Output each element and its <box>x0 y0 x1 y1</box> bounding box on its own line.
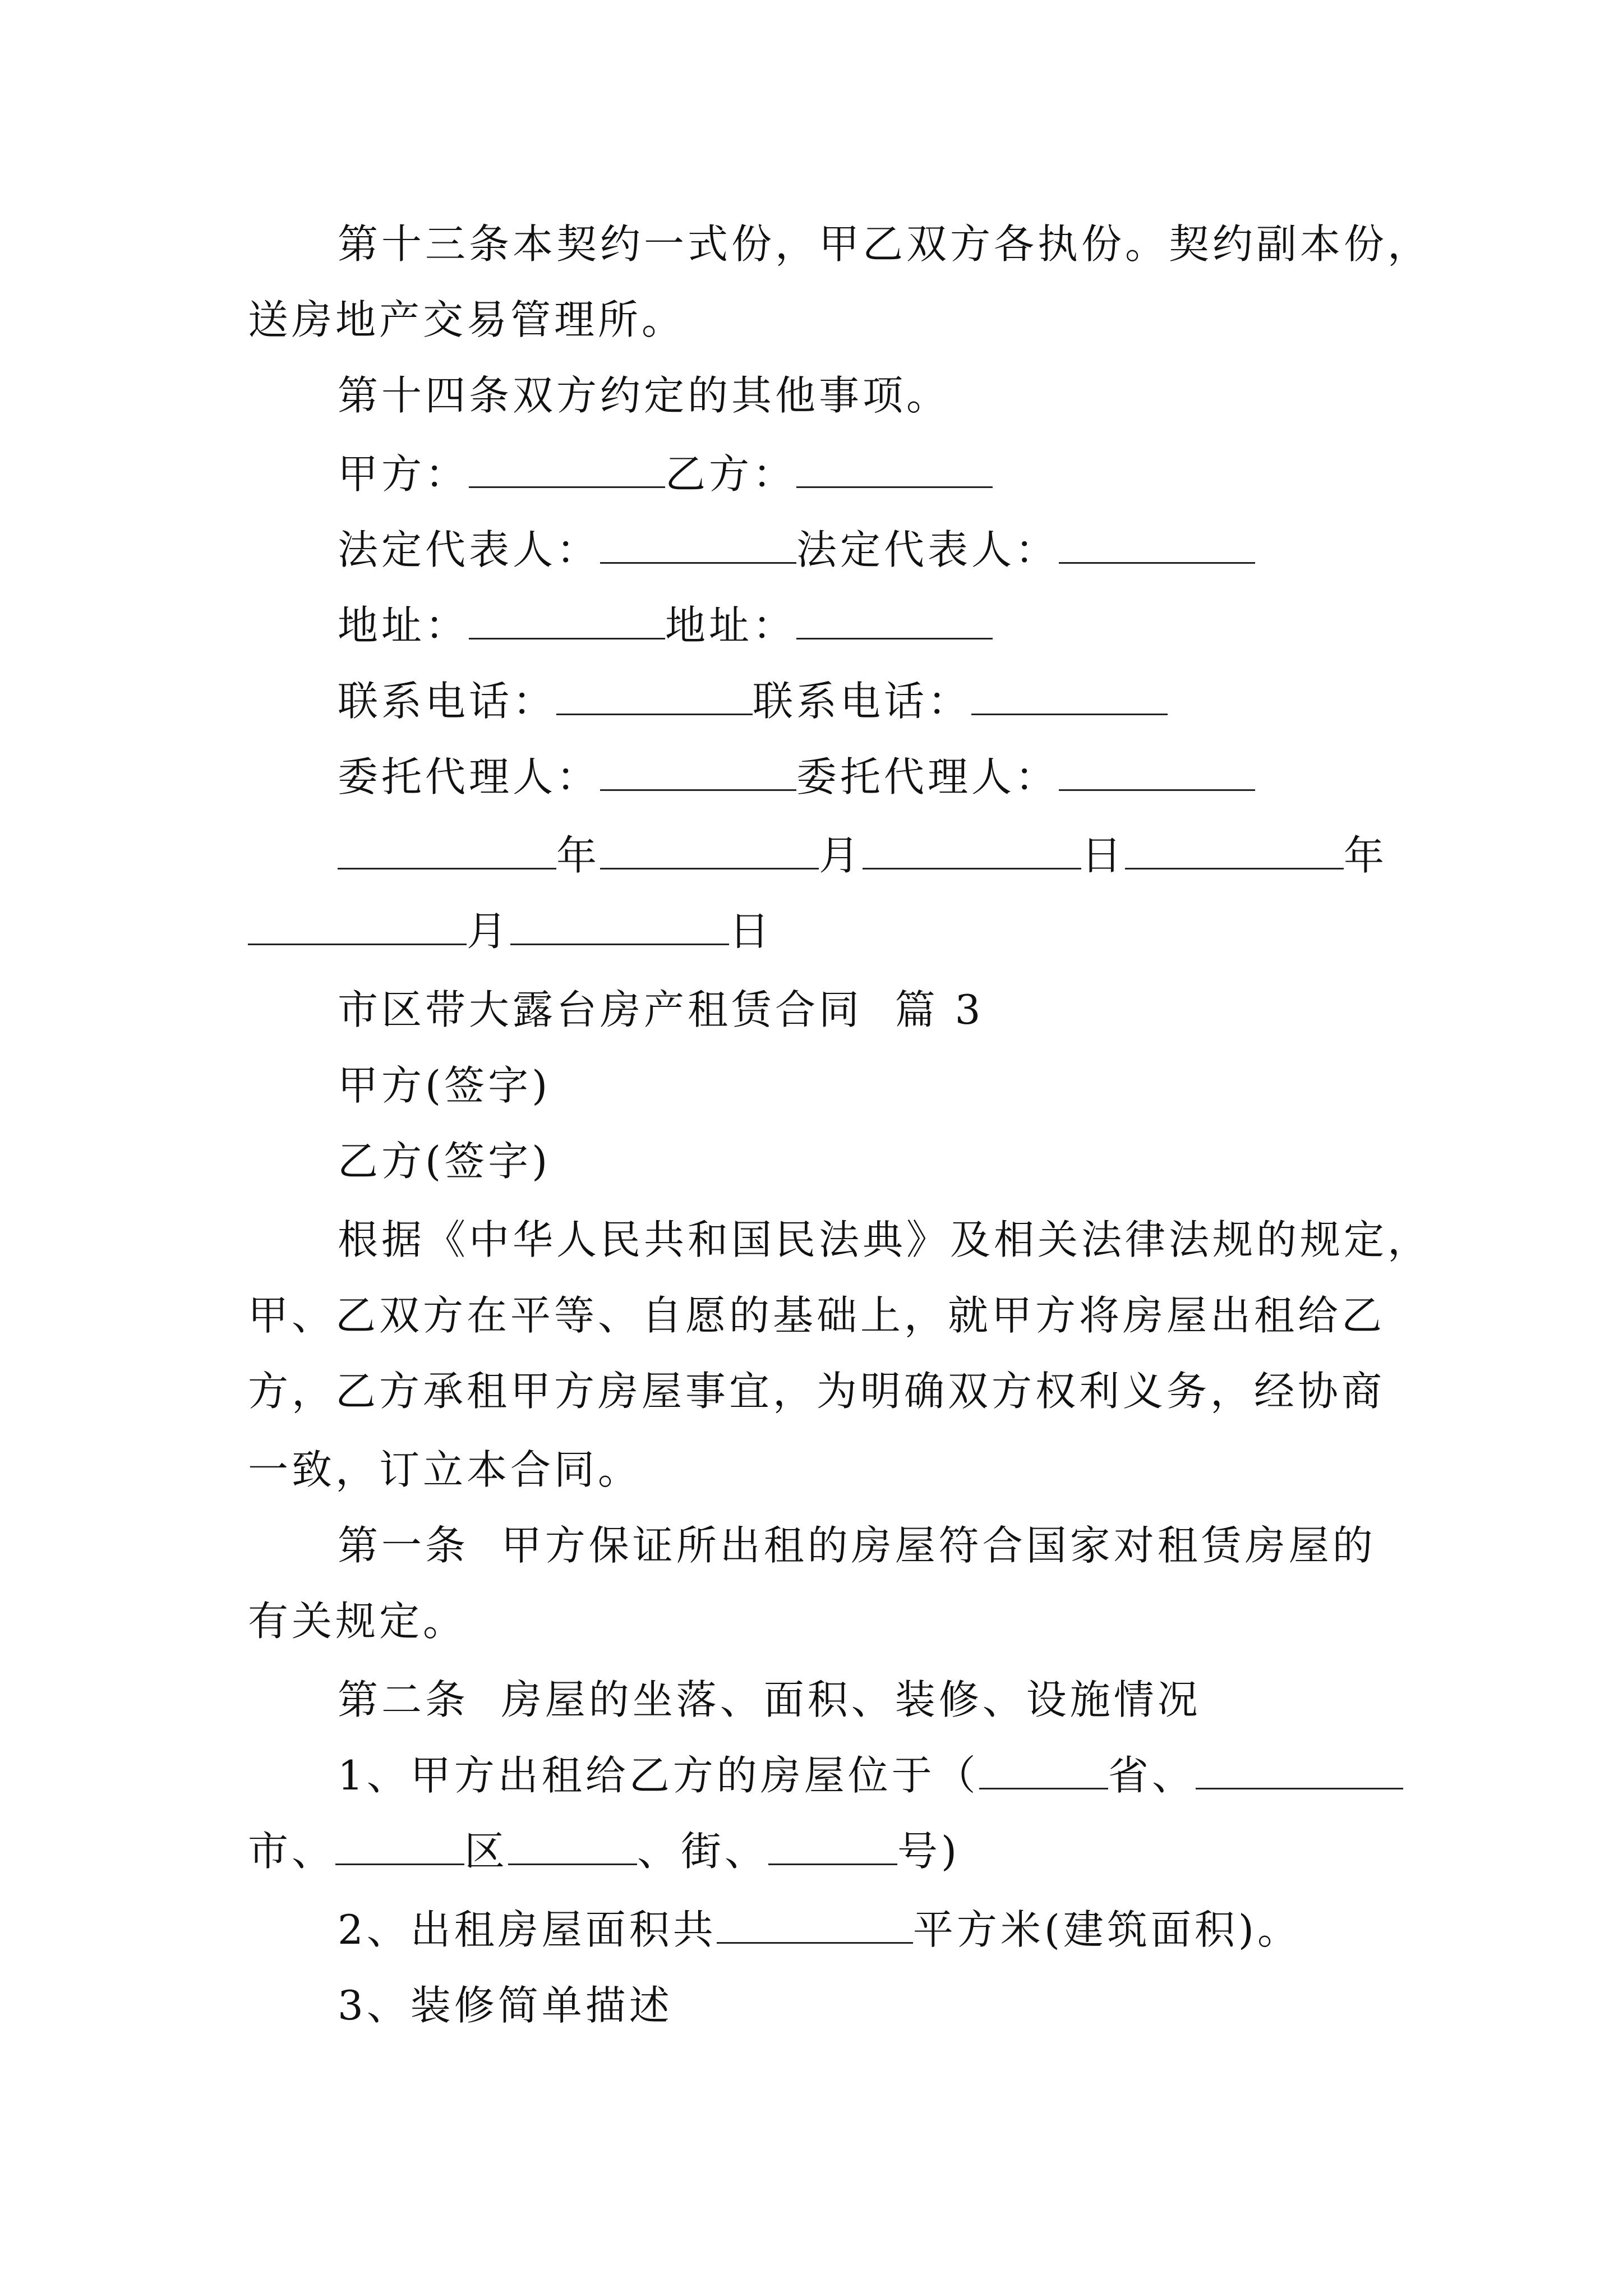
section-title-line <box>0 982 1623 1038</box>
date-a-year-label: 年 <box>556 832 601 879</box>
legal-rep-b-blank <box>1059 527 1255 564</box>
article-14-line <box>0 367 1623 424</box>
phone-row <box>0 673 1623 729</box>
preamble-line-3 <box>0 1363 1623 1419</box>
agent-b-blank <box>1059 754 1255 791</box>
item-1-province-blank <box>979 1753 1108 1789</box>
party-a-label: 甲方： <box>338 450 469 498</box>
item-2-area-blank <box>717 1907 913 1944</box>
agent-a-blank <box>600 754 796 791</box>
item-1-number-label: 号) <box>897 1828 961 1875</box>
item-1-line-2 <box>0 1823 1623 1879</box>
article-1-text-1: 第一条 甲方保证所出租的房屋符合国家对租赁房屋的 <box>338 1522 1376 1569</box>
article-14-text: 第十四条双方约定的其他事项。 <box>338 372 951 419</box>
date-b-day-blank <box>510 909 729 945</box>
address-a-blank <box>469 603 665 639</box>
legal-rep-b-label: 法定代表人： <box>796 526 1059 573</box>
item-2-suffix: 平方米(建筑面积)。 <box>912 1906 1301 1953</box>
item-1-province-label: 省、 <box>1108 1752 1196 1799</box>
date-b-year-label: 年 <box>1344 832 1388 879</box>
item-1-line-1 <box>0 1747 1623 1803</box>
preamble-line-1 <box>0 1212 1623 1268</box>
agent-a-label: 委托代理人： <box>338 753 601 800</box>
preamble-text-2: 甲、乙双方在平等、自愿的基础上，就甲方将房屋出租给乙 <box>248 1292 1386 1339</box>
preamble-text-3: 方，乙方承租甲方房屋事宜，为明确双方权利义务，经协商 <box>248 1368 1386 1415</box>
item-3-text: 3、装修简单描述 <box>338 1982 673 2029</box>
party-b-label: 乙方： <box>665 450 797 498</box>
date-b-month-blank <box>248 909 467 945</box>
phone-b-blank <box>971 679 1168 715</box>
sign-a-line <box>0 1057 1623 1114</box>
date-a-month-blank <box>600 833 819 869</box>
address-b-label: 地址： <box>665 602 797 649</box>
date-b-month-label: 月 <box>467 908 511 955</box>
address-b-blank <box>796 603 993 639</box>
date-row-2 <box>0 903 1623 959</box>
preamble-text-1: 根据《中华人民共和国民法典》及相关法律法规的规定， <box>338 1216 1432 1263</box>
party-row <box>0 446 1623 502</box>
item-1-district-extra-blank <box>508 1829 637 1865</box>
sign-b-line <box>0 1133 1623 1189</box>
item-1-district-blank <box>335 1829 464 1865</box>
legal-rep-row <box>0 522 1623 578</box>
date-b-day-label: 日 <box>729 908 773 955</box>
preamble-line-4 <box>0 1442 1623 1498</box>
preamble-line-2 <box>0 1287 1623 1343</box>
item-1-city-label: 市、 <box>248 1828 336 1875</box>
item-2-prefix: 2、出租房屋面积共 <box>338 1906 717 1953</box>
preamble-text-4: 一致，订立本合同。 <box>248 1446 642 1493</box>
date-a-day-label: 日 <box>1081 832 1126 879</box>
sign-a-text: 甲方(签字) <box>338 1062 551 1109</box>
party-b-blank <box>796 452 993 488</box>
date-row-1 <box>0 827 1623 884</box>
sign-b-text: 乙方(签字) <box>338 1138 551 1185</box>
agent-row <box>0 749 1623 805</box>
phone-a-label: 联系电话： <box>338 678 557 725</box>
article-1-line-2 <box>0 1593 1623 1649</box>
article-13-line-1 <box>0 216 1623 272</box>
article-2-text: 第二条 房屋的坐落、面积、装修、设施情况 <box>338 1676 1201 1723</box>
article-13-text-2: 送房地产交易管理所。 <box>248 296 686 343</box>
item-2-line <box>0 1902 1623 1958</box>
item-1-number-blank <box>768 1829 897 1865</box>
date-a-year-blank <box>338 833 556 869</box>
item-1-prefix: 1、甲方出租给乙方的房屋位于（ <box>338 1752 979 1799</box>
phone-a-blank <box>556 679 753 715</box>
date-a-month-label: 月 <box>819 832 863 879</box>
date-a-day-blank <box>863 833 1081 869</box>
item-1-district-label: 区 <box>464 1828 509 1875</box>
article-1-text-2: 有关规定。 <box>248 1598 467 1645</box>
section-title: 市区带大露台房产租赁合同 篇 3 <box>338 986 984 1033</box>
phone-b-label: 联系电话： <box>753 678 972 725</box>
address-row <box>0 597 1623 654</box>
article-13-text-1: 第十三条本契约一式份，甲乙双方各执份。契约副本份， <box>338 220 1432 268</box>
legal-rep-a-label: 法定代表人： <box>338 526 601 573</box>
item-3-line <box>0 1977 1623 2033</box>
article-13-line-2 <box>0 292 1623 348</box>
article-2-line <box>0 1672 1623 1728</box>
party-a-blank <box>469 452 665 488</box>
address-a-label: 地址： <box>338 602 469 649</box>
item-1-street-label: 、街、 <box>637 1828 769 1875</box>
legal-rep-a-blank <box>600 527 796 564</box>
agent-b-label: 委托代理人： <box>796 753 1059 800</box>
item-1-city-blank <box>1196 1753 1403 1789</box>
article-1-line-1 <box>0 1517 1623 1573</box>
date-b-year-blank <box>1125 833 1344 869</box>
